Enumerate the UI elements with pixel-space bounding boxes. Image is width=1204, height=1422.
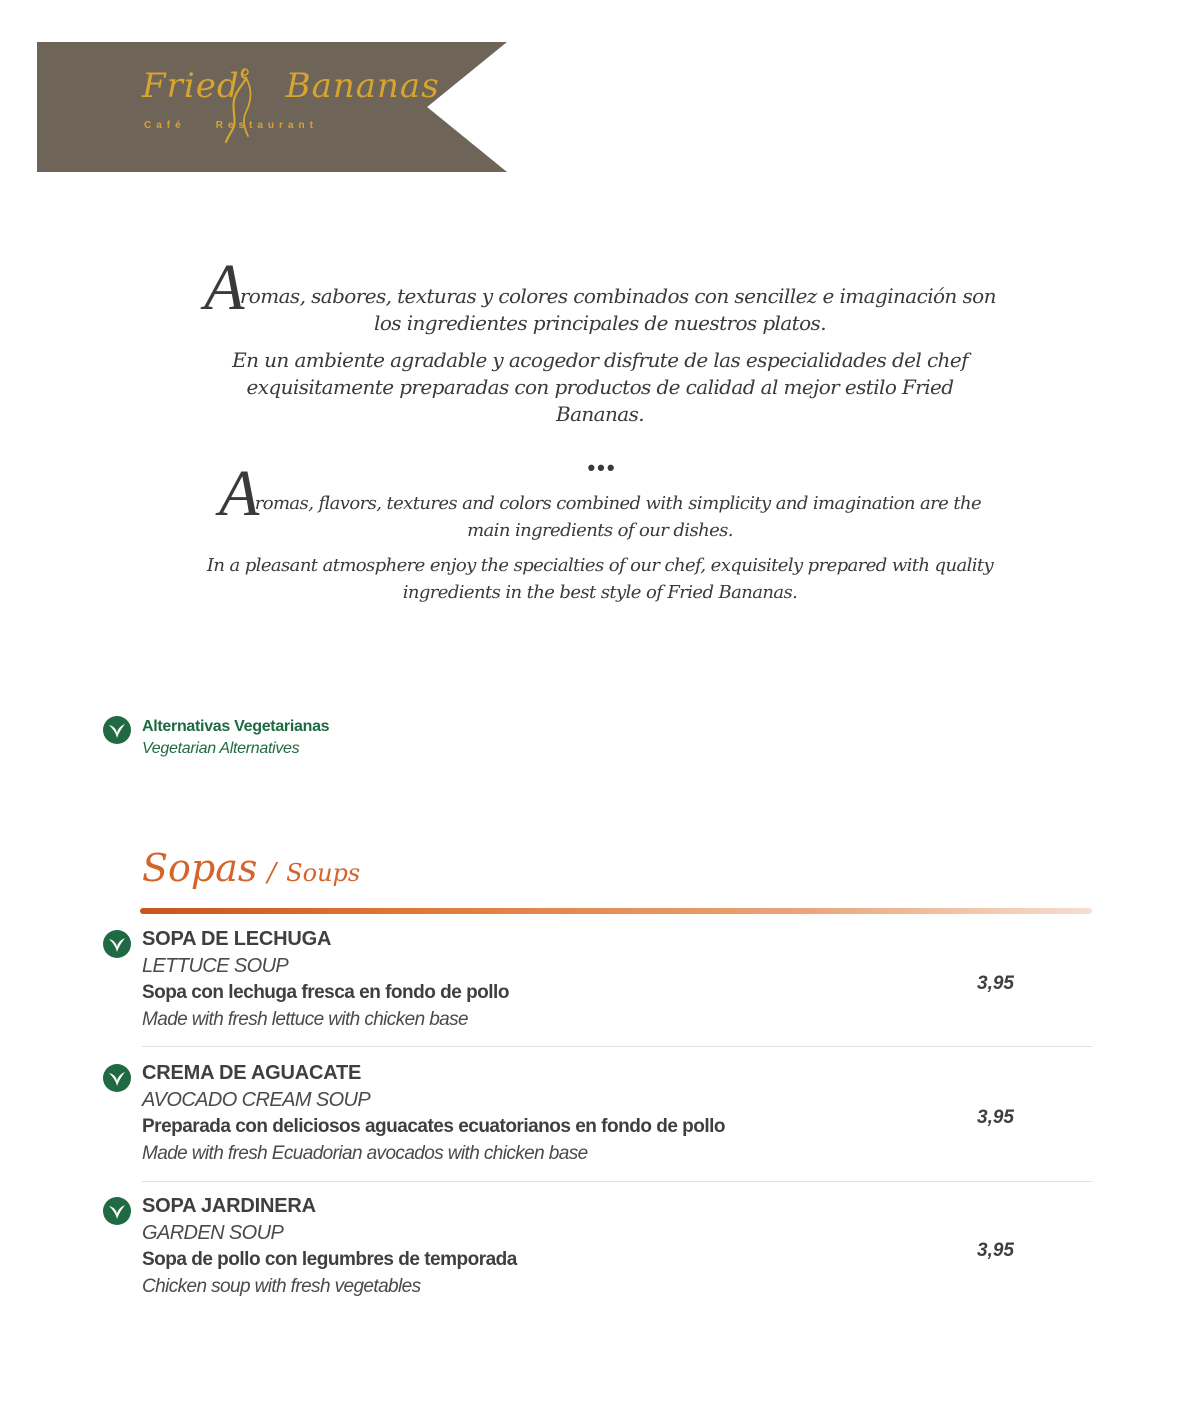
intro-en-paragraph-2: In a pleasant atmosphere enjoy the specialties of our chef, exquisitely prepared with quality ingredients in the best style of Fried Bananas. bbox=[206, 555, 994, 603]
intro-en-paragraph-1 bbox=[200, 457, 1000, 544]
item-price: 3,95 bbox=[977, 1240, 1014, 1261]
logo-sub-restaurant: Restaurant bbox=[215, 120, 318, 131]
vegetarian-leaf-icon bbox=[103, 1064, 131, 1092]
item-name: SOPA DE LECHUGA bbox=[142, 928, 332, 950]
item-price: 3,95 bbox=[977, 1107, 1014, 1128]
section-title-english: Soups bbox=[286, 859, 361, 887]
item-name-english: AVOCADO CREAM SOUP bbox=[142, 1089, 371, 1111]
vegetarian-leaf-icon bbox=[103, 930, 131, 958]
vegetarian-leaf-icon bbox=[103, 1197, 131, 1225]
item-price: 3,95 bbox=[977, 973, 1014, 994]
section-title-separator: / bbox=[267, 858, 277, 888]
menu-item bbox=[0, 1062, 1204, 1192]
item-divider bbox=[142, 1046, 1092, 1047]
chef-figure-icon bbox=[222, 66, 262, 146]
item-divider bbox=[142, 1181, 1092, 1182]
intro-en-text-1: romas, flavors, textures and colors combined with simplicity and imagination are the main ingredients of our dishes. bbox=[254, 493, 981, 541]
logo-subtitle bbox=[144, 120, 318, 131]
item-name-english: GARDEN SOUP bbox=[142, 1222, 284, 1244]
item-description: Sopa con lechuga fresca en fondo de pollo bbox=[142, 982, 509, 1003]
menu-item bbox=[0, 1195, 1204, 1325]
intro-es-text-1: romas, sabores, texturas y colores combinados con sencillez e imaginación son los ingredientes principales de nuestros platos. bbox=[239, 284, 996, 335]
drop-cap: A bbox=[204, 251, 244, 324]
logo-sub-cafe: Café bbox=[144, 120, 186, 131]
item-name: CREMA DE AGUACATE bbox=[142, 1062, 362, 1084]
intro-es-paragraph-1 bbox=[200, 251, 1000, 337]
menu-item bbox=[0, 928, 1204, 1058]
intro-separator: ••• bbox=[587, 455, 617, 480]
logo-word-fried: Fried bbox=[142, 66, 240, 106]
intro-english bbox=[200, 457, 1000, 606]
item-description: Sopa de pollo con legumbres de temporada bbox=[142, 1249, 517, 1270]
vegetarian-leaf-icon bbox=[103, 716, 131, 744]
restaurant-logo bbox=[142, 66, 440, 146]
item-description-english: Made with fresh Ecuadorian avocados with chicken base bbox=[142, 1143, 588, 1164]
legend-label-spanish: Alternativas Vegetarianas bbox=[142, 718, 330, 735]
section-title bbox=[142, 846, 360, 890]
item-name-english: LETTUCE SOUP bbox=[142, 955, 289, 977]
legend-label-english: Vegetarian Alternatives bbox=[142, 740, 300, 757]
item-description: Preparada con deliciosos aguacates ecuatorianos en fondo de pollo bbox=[142, 1116, 726, 1137]
intro-es-paragraph-2: En un ambiente agradable y acogedor disfrute de las especialidades del chef exquisitamente preparadas con productos de calidad al mejor estilo Fried Bananas. bbox=[232, 348, 968, 426]
item-description-english: Made with fresh lettuce with chicken base bbox=[142, 1009, 469, 1030]
item-description-english: Chicken soup with fresh vegetables bbox=[142, 1276, 421, 1297]
logo-wordmark bbox=[142, 66, 440, 106]
section-divider bbox=[140, 908, 1092, 914]
logo-word-bananas: Bananas bbox=[285, 66, 440, 106]
intro-spanish bbox=[200, 251, 1000, 428]
item-name: SOPA JARDINERA bbox=[142, 1195, 316, 1217]
section-title-spanish: Sopas bbox=[142, 846, 258, 890]
drop-cap: A bbox=[219, 457, 259, 530]
